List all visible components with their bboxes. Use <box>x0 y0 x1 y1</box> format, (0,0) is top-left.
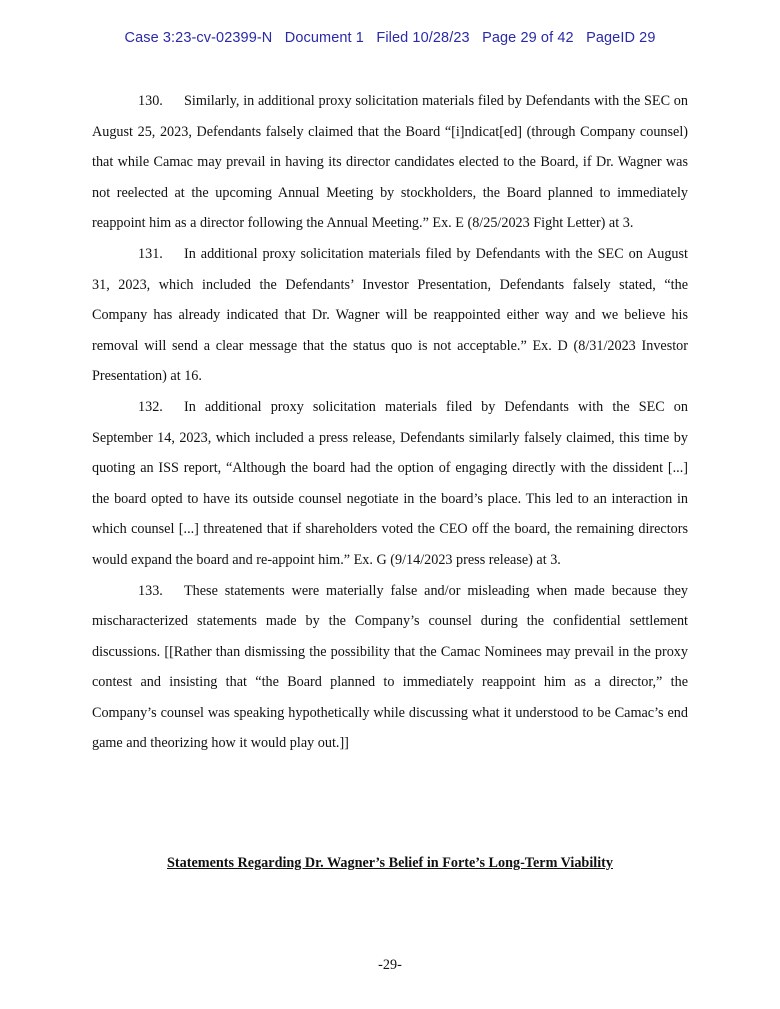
case-number: Case 3:23-cv-02399-N <box>124 30 273 46</box>
filed-date: Filed 10/28/23 <box>376 30 470 46</box>
paragraph-number: 132. <box>138 398 163 415</box>
document-number: Document 1 <box>284 30 364 46</box>
paragraph-130 <box>92 86 688 239</box>
paragraph-text: In additional proxy solicitation materials filed by Defendants with the SEC on August 31, 2023, which included the Defendants’ Investor Presentation, Defendants falsely stated, “the Company has already indicated that Dr. Wagner will be reappointed either way and we believe his removal will send a clear message that the status quo is not acceptable.” Ex. D (8/31/2023 Investor Presentation) at 16. <box>92 245 688 385</box>
section-heading: Statements Regarding Dr. Wagner’s Belief in Forte’s Long-Term Viability <box>167 855 613 871</box>
paragraph-number: 131. <box>138 245 163 262</box>
paragraph-132 <box>92 392 688 576</box>
paragraph-text: In additional proxy solicitation materials filed by Defendants with the SEC on September 14, 2023, which included a press release, Defendants similarly falsely claimed, this time by quoting an ISS report, “Although the board had the option of engaging directly with the dissident [...] the board opted to have its outside counsel negotiate in the board’s place. This led to an interaction in which counsel [...] threatened that if shareholders voted the CEO off the board, the remaining directors would expand the board and re-appoint him.” Ex. G (9/14/2023 press release) at 3. <box>92 398 688 568</box>
paragraph-text: These statements were materially false and/or misleading when made because they mischaracterized statements made by the Company’s counsel during the confidential settlement discussions. [[Rather than dismissing the possibility that the Camac Nominees may prevail in the proxy contest and insisting that “the Board planned to immediately reappoint him as a director,” the Company’s counsel was speaking hypothetically while discussing what it understood to be Camac’s end game and theorizing how it would play out.]] <box>92 582 688 752</box>
page-number: -29- <box>378 957 402 973</box>
page-id: PageID 29 <box>586 30 656 46</box>
paragraph-number: 133. <box>138 582 163 599</box>
paragraph-131 <box>92 239 688 392</box>
page-count: Page 29 of 42 <box>482 30 574 46</box>
paragraph-text: Similarly, in additional proxy solicitation materials filed by Defendants with the SEC on August 25, 2023, Defendants falsely claimed that the Board “[i]ndicat[ed] (through Company counsel) that while Camac may prevail in having its director candidates elected to the Board, if Dr. Wagner was not reelected at the upcoming Annual Meeting by stockholders, the Board planned to immediately reappoint him as a director following the Annual Meeting.” Ex. E (8/25/2023 Fight Letter) at 3. <box>92 93 688 232</box>
ecf-header <box>0 30 780 46</box>
paragraph-133 <box>92 576 688 760</box>
paragraph-number: 130. <box>138 93 163 109</box>
document-body <box>92 86 688 759</box>
